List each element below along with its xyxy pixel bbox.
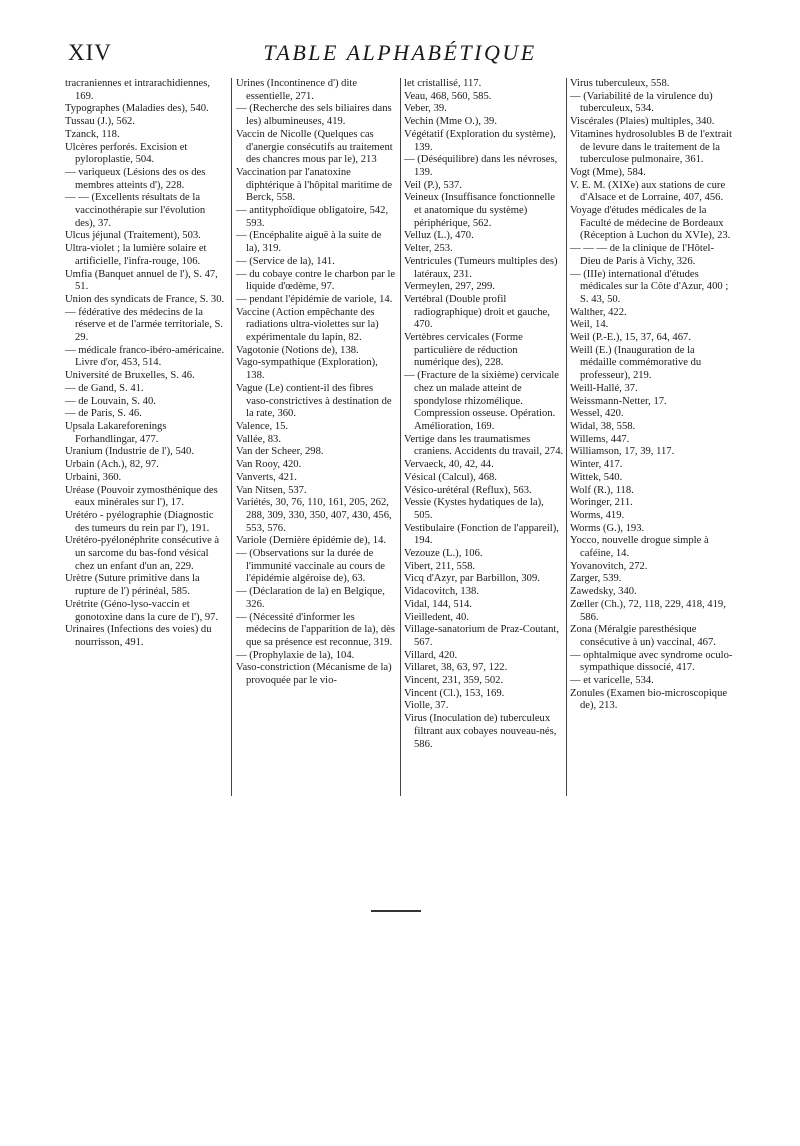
index-entry: Variole (Dernière épidémie de), 14. (236, 535, 387, 547)
index-entry: — de Gand, S. 41. (65, 382, 144, 394)
index-entry: Tussau (J.), 562. (65, 116, 135, 128)
index-entry: Veber, 39. (404, 103, 447, 115)
index-entry: Veil (P.), 537. (404, 179, 462, 191)
index-entry: Van Nitsen, 537. (236, 484, 307, 496)
index-entry: — (IIIe) international d'études médicales sur la Côte d'Azur, 400 ; S. 43, 50. (570, 268, 729, 305)
index-entry: Upsala Lakareforenings Forhandlingar, 477. (65, 420, 167, 445)
index-entry: Ulcères perforés. Excision et pyloroplastie, 504. (65, 141, 188, 166)
index-entry: Vertèbres cervicales (Forme particulière de réduction numérique des), 228. (404, 332, 523, 369)
index-entry: Vermeylen, 297, 299. (404, 281, 495, 293)
index-entry: — (Service de la), 141. (236, 255, 335, 267)
index-entry: Zona (Méralgie paresthésique consécutive à un) vaccinal, 467. (570, 624, 716, 648)
index-entry: Weill (E.) (Inauguration de la médaille commémorative du professeur), 219. (570, 344, 702, 382)
index-entry: Ulcus jéjunal (Traitement), 503. (65, 230, 201, 242)
index-entry: Wolf (R.), 118. (570, 484, 634, 496)
index-entry: Tzanck, 118. (65, 128, 120, 140)
index-entry: Urinaires (Infections des voies) du nourrisson, 491. (65, 624, 212, 648)
index-entry: V. E. M. (XIXe) aux stations de cure d'Alsace et de Lorraine, 407, 456. (570, 179, 726, 204)
index-entry: Vésical (Calcul), 468. (404, 471, 497, 483)
index-entry: Vibert, 211, 558. (404, 560, 476, 572)
index-entry: Woringer, 211. (570, 497, 633, 509)
index-entry: Voyage d'études médicales de la Faculté de médecine de Bordeaux (Réception à Luchon du XVIe), 23. (570, 205, 731, 242)
page-title: TABLE ALPHABÉTIQUE (263, 40, 537, 65)
index-entry: Villaret, 38, 63, 97, 122. (404, 662, 508, 674)
index-columns (65, 78, 733, 818)
index-entry: Vagotonie (Notions de), 138. (236, 344, 359, 356)
index-entry: Urétéro - pyélographie (Diagnostic des tumeurs du rein par l'), 191. (65, 509, 214, 534)
index-entry: — (Variabilité de la virulence du) tuberculeux, 534. (570, 90, 713, 115)
index-entry: Wessel, 420. (570, 408, 624, 420)
index-entry: Virus (Inoculation de) tuberculeux filtrant aux cobayes nouveau-nés, 586. (404, 713, 557, 750)
index-entry: Weill-Hallé, 37. (570, 382, 638, 394)
index-entry: Vezouze (L.), 106. (404, 548, 483, 560)
index-entry: Winter, 417. (570, 459, 623, 471)
index-entry: Zawedsky, 340. (570, 586, 637, 598)
index-entry: Ventricules (Tumeurs multiples des) latéraux, 231. (404, 255, 558, 280)
index-entry: Willems, 447. (570, 433, 630, 445)
index-entry: Wittek, 540. (570, 471, 623, 483)
index-entry: Vertébral (Double profil radiographique) droit et gauche, 470. (404, 293, 550, 331)
index-entry: Vechin (Mme O.), 39. (404, 116, 497, 128)
index-entry: Veineux (Insuffisance fonctionnelle et anatomique du système) périphérique, 562. (404, 192, 556, 229)
index-entry: Valence, 15. (236, 420, 289, 432)
page-number: XIV (68, 40, 112, 65)
index-entry: Walther, 422. (570, 306, 627, 318)
index-entry: Vervaeck, 40, 42, 44. (404, 459, 494, 471)
index-entry: Végétatif (Exploration du système), 139. (404, 128, 556, 153)
index-entry: Williamson, 17, 39, 117. (570, 446, 675, 458)
index-entry: Urbain (Ach.), 82, 97. (65, 459, 159, 471)
index-entry: Université de Bruxelles, S. 46. (65, 370, 195, 382)
index-entry: — (Recherche des sels biliaires dans les) albumineuses, 419. (236, 103, 392, 128)
index-entry: — (Observations sur la durée de l'immunité vaccinale au cours de l'épidémie algéroise de), 63. (236, 548, 385, 585)
index-entry: Vague (Le) contient-il des fibres vaso-constrictives à destination de la rate, 360. (236, 382, 392, 420)
index-entry: — (Déséquilibre) dans les névroses, 139. (404, 154, 558, 178)
index-entry: Vestibulaire (Fonction de l'appareil), 194. (404, 522, 559, 547)
index-entry: — pendant l'épidémie de variole, 14. (236, 293, 393, 305)
index-column-1 (65, 78, 225, 650)
index-entry: — (Fracture de la sixième) cervicale chez un malade atteint de spondylose rhizomélique. Compression osseuse. Opération. Amélioration, 169. (404, 370, 560, 432)
index-entry: Weissmann-Netter, 17. (570, 395, 667, 407)
index-entry: Uréase (Pouvoir zymosthénique des eaux minérales sur l'), 17. (65, 484, 218, 509)
index-entry: Villard, 420. (404, 649, 458, 661)
index-entry: Zarger, 539. (570, 573, 622, 585)
index-entry: — — (Excellents résultats de la vaccinothérapie sur l'évolution des), 37. (65, 192, 206, 229)
column-rule-1 (231, 78, 232, 796)
index-entry: — du cobaye contre le charbon par le liquide d'œdème, 97. (236, 268, 396, 293)
index-entry: Van der Scheer, 298. (236, 446, 324, 458)
index-entry: Van Rooy, 420. (236, 459, 302, 471)
index-entry: Vincent, 231, 359, 502. (404, 675, 504, 687)
column-rule-2 (400, 78, 401, 796)
index-entry: Vanverts, 421. (236, 471, 297, 483)
index-entry: let cristallisé, 117. (404, 78, 482, 89)
index-entry: Vaso-constriction (Mécanisme de la) provoquée par le vio- (236, 662, 392, 687)
index-entry: Zœller (Ch.), 72, 118, 229, 418, 419, 586. (570, 598, 726, 623)
index-column-4 (570, 78, 733, 713)
index-entry: Urbaini, 360. (65, 471, 122, 483)
index-column-2 (236, 78, 396, 688)
index-entry: Vidacovitch, 138. (404, 586, 479, 598)
index-entry: Vidal, 144, 514. (404, 598, 472, 610)
index-entry: Vicq d'Azyr, par Barbillon, 309. (404, 573, 540, 585)
index-entry: Vésico-urétéral (Reflux), 563. (404, 484, 532, 496)
index-entry: Vaccin de Nicolle (Quelques cas d'anergie consécutifs au traitement des chancres mous par le), 213 (236, 128, 393, 166)
index-entry: Vogt (Mme), 584. (570, 166, 646, 178)
index-entry: — et varicelle, 534. (570, 675, 654, 687)
index-entry: — de Paris, S. 46. (65, 408, 142, 420)
index-entry: Veau, 468, 560, 585. (404, 90, 492, 102)
index-entry: Widal, 38, 558. (570, 420, 636, 432)
end-rule (371, 910, 421, 912)
index-entry: — variqueux (Lésions des os des membres atteints d'), 228. (65, 166, 206, 191)
index-entry: Variétés, 30, 76, 110, 161, 205, 262, 288, 309, 330, 350, 407, 430, 456, 553, 576. (236, 497, 392, 534)
index-entry: Yocco, nouvelle drogue simple à caféine, 14. (570, 535, 709, 560)
index-entry: Uranium (Industrie de l'), 540. (65, 446, 195, 458)
index-column-3 (404, 78, 564, 751)
index-entry: Vertige dans les traumatismes craniens. Accidents du travail, 274. (404, 433, 564, 458)
index-entry: Vallée, 83. (236, 433, 282, 445)
index-entry: Virus tuberculeux, 558. (570, 78, 670, 89)
index-entry: Urétrite (Géno-lyso-vaccin et gonotoxine dans la cure de l'), 97. (65, 598, 219, 623)
column-rule-3 (566, 78, 567, 796)
index-entry: Viscérales (Plaies) multiples, 340. (570, 116, 715, 128)
index-entry: Velluz (L.), 470. (404, 230, 474, 242)
index-entry: — (Nécessité d'informer les médecins de l'apparition de la), dès que sa présence est reconnue, 319. (236, 611, 395, 648)
index-entry: — ophtalmique avec syndrome oculo-sympathique dissocié, 417. (570, 649, 733, 674)
index-entry: Worms (G.), 193. (570, 522, 645, 534)
index-entry: Vessie (Kystes hydatiques de la), 505. (404, 497, 544, 521)
index-entry: Zonules (Examen bio-microscopique de), 213. (570, 687, 728, 712)
index-entry: Vaccine (Action empêchante des radiations ultra-violettes sur la) expérimentale du lapin, 82. (236, 306, 379, 344)
index-entry: tracraniennes et intrarachidiennes, 169. (65, 78, 211, 102)
index-entry: Velter, 253. (404, 243, 453, 255)
index-entry: — médicale franco-ibéro-américaine. Livre d'or, 453, 514. (65, 344, 225, 369)
index-entry: Union des syndicats de France, S. 30. (65, 293, 225, 305)
index-entry: Vago-sympathique (Exploration), 138. (236, 357, 378, 382)
index-entry: Urétéro-pyélonéphrite consécutive à un sarcome du bas-fond vésical chez un enfant d'un an, 229. (65, 535, 220, 572)
index-entry: Village-sanatorium de Praz-Coutant, 567. (404, 624, 559, 648)
index-entry: Umfia (Banquet annuel de l'), S. 47, 51. (65, 268, 218, 293)
index-entry: Worms, 419. (570, 509, 625, 521)
index-entry: Yovanovitch, 272. (570, 560, 648, 572)
index-entry: Vincent (Cl.), 153, 169. (404, 687, 505, 699)
index-entry: Weil, 14. (570, 319, 609, 331)
index-entry: — (Prophylaxie de la), 104. (236, 649, 355, 661)
index-entry: Urines (Incontinence d') dite essentielle, 271. (236, 78, 358, 102)
index-entry: — fédérative des médecins de la réserve et de l'armée territoriale, S. 29. (65, 306, 224, 344)
index-entry: Weil (P.-E.), 15, 37, 64, 467. (570, 332, 691, 344)
index-entry: — — — de la clinique de l'Hôtel-Dieu de Paris à Vichy, 326. (570, 243, 715, 267)
index-entry: Vieilledent, 40. (404, 611, 469, 623)
index-entry: — (Encéphalite aiguë à la suite de la), 319. (236, 230, 382, 255)
index-entry: — (Déclaration de la) en Belgique, 326. (236, 586, 385, 610)
index-entry: Vitamines hydrosolubles B de l'extrait de levure dans le traitement de la tuberculose pulmonaire, 361. (570, 128, 732, 166)
index-entry: — de Louvain, S. 40. (65, 395, 156, 407)
index-entry: — antityphoïdique obligatoire, 542, 593. (236, 205, 389, 229)
index-entry: Violle, 37. (404, 700, 449, 712)
index-entry: Vaccination par l'anatoxine diphtérique à l'hôpital maritime de Berck, 558. (236, 166, 393, 204)
index-entry: Ultra-violet ; la lumière solaire et artificielle, l'infra-rouge, 106. (65, 243, 207, 267)
index-entry: Typographes (Maladies des), 540. (65, 103, 209, 115)
index-entry: Urètre (Suture primitive dans la rupture de l') périnéal, 585. (65, 573, 200, 598)
